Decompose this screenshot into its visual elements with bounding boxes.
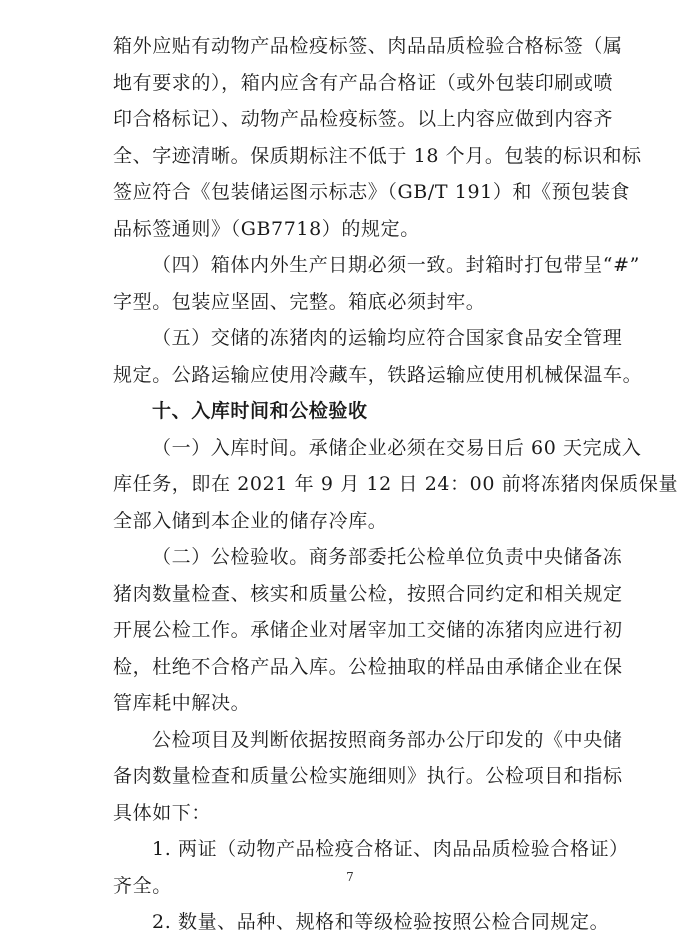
text-line: 检，杜绝不合格产品入库。公检抽取的样品由承储企业在保 xyxy=(113,655,623,678)
text-line: （四）箱体内外生产日期必须一致。封箱时打包带呈“#” xyxy=(152,254,640,276)
text-line: 库任务，即在 2021 年 9 月 12 日 24：00 前将冻猪肉保质保量 xyxy=(113,473,679,495)
text-line: （二）公检验收。商务部委托公检单位负责中央储备冻 xyxy=(152,546,623,568)
text-line: （一）入库时间。承储企业必须在交易日后 60 天完成入 xyxy=(152,436,642,459)
text-line: 签应符合《包装储运图示标志》（GB/T 191）和《预包装食 xyxy=(113,181,631,203)
text-line: 规定。公路运输应使用冷藏车，铁路运输应使用机械保温车。 xyxy=(113,363,643,386)
text-line: 猪肉数量检查、核实和质量公检，按照合同约定和相关规定 xyxy=(113,582,623,605)
text-line: （五）交储的冻猪肉的运输均应符合国家食品安全管理 xyxy=(152,327,623,349)
text-line: 开展公检工作。承储企业对屠宰加工交储的冻猪肉应进行初 xyxy=(113,619,623,641)
text-line: 齐全。 xyxy=(113,874,172,897)
text-line: 2. 数量、品种、规格和等级检验按照公检合同规定。 xyxy=(152,911,610,933)
text-line: 1. 两证（动物产品检疫合格证、肉品品质检验合格证） xyxy=(152,838,629,860)
section-heading: 十、入库时间和公检验收 xyxy=(152,400,368,422)
text-line: 品标签通则》（GB7718）的规定。 xyxy=(113,217,420,240)
text-line: 具体如下： xyxy=(113,801,212,824)
text-line: 全部入储到本企业的储存冷库。 xyxy=(113,509,388,532)
text-line: 印合格标记）、动物产品检疫标签。以上内容应做到内容齐 xyxy=(113,108,614,130)
text-line: 管库耗中解决。 xyxy=(113,692,251,714)
text-line: 全、字迹清晰。保质期标注不低于 18 个月。包装的标识和标 xyxy=(113,144,642,167)
text-line: 字型。包装应坚固、完整。箱底必须封牢。 xyxy=(113,290,486,313)
text-line: 备肉数量检查和质量公检实施细则》执行。公检项目和指标 xyxy=(113,765,623,787)
text-line: 箱外应贴有动物产品检疫标签、肉品品质检验合格标签（属 xyxy=(113,35,623,57)
page-number: 7 xyxy=(346,870,354,884)
text-line: 地有要求的），箱内应含有产品合格证（或外包装印刷或喷 xyxy=(113,71,614,94)
text-line: 公检项目及判断依据按照商务部办公厅印发的《中央储 xyxy=(152,728,623,751)
